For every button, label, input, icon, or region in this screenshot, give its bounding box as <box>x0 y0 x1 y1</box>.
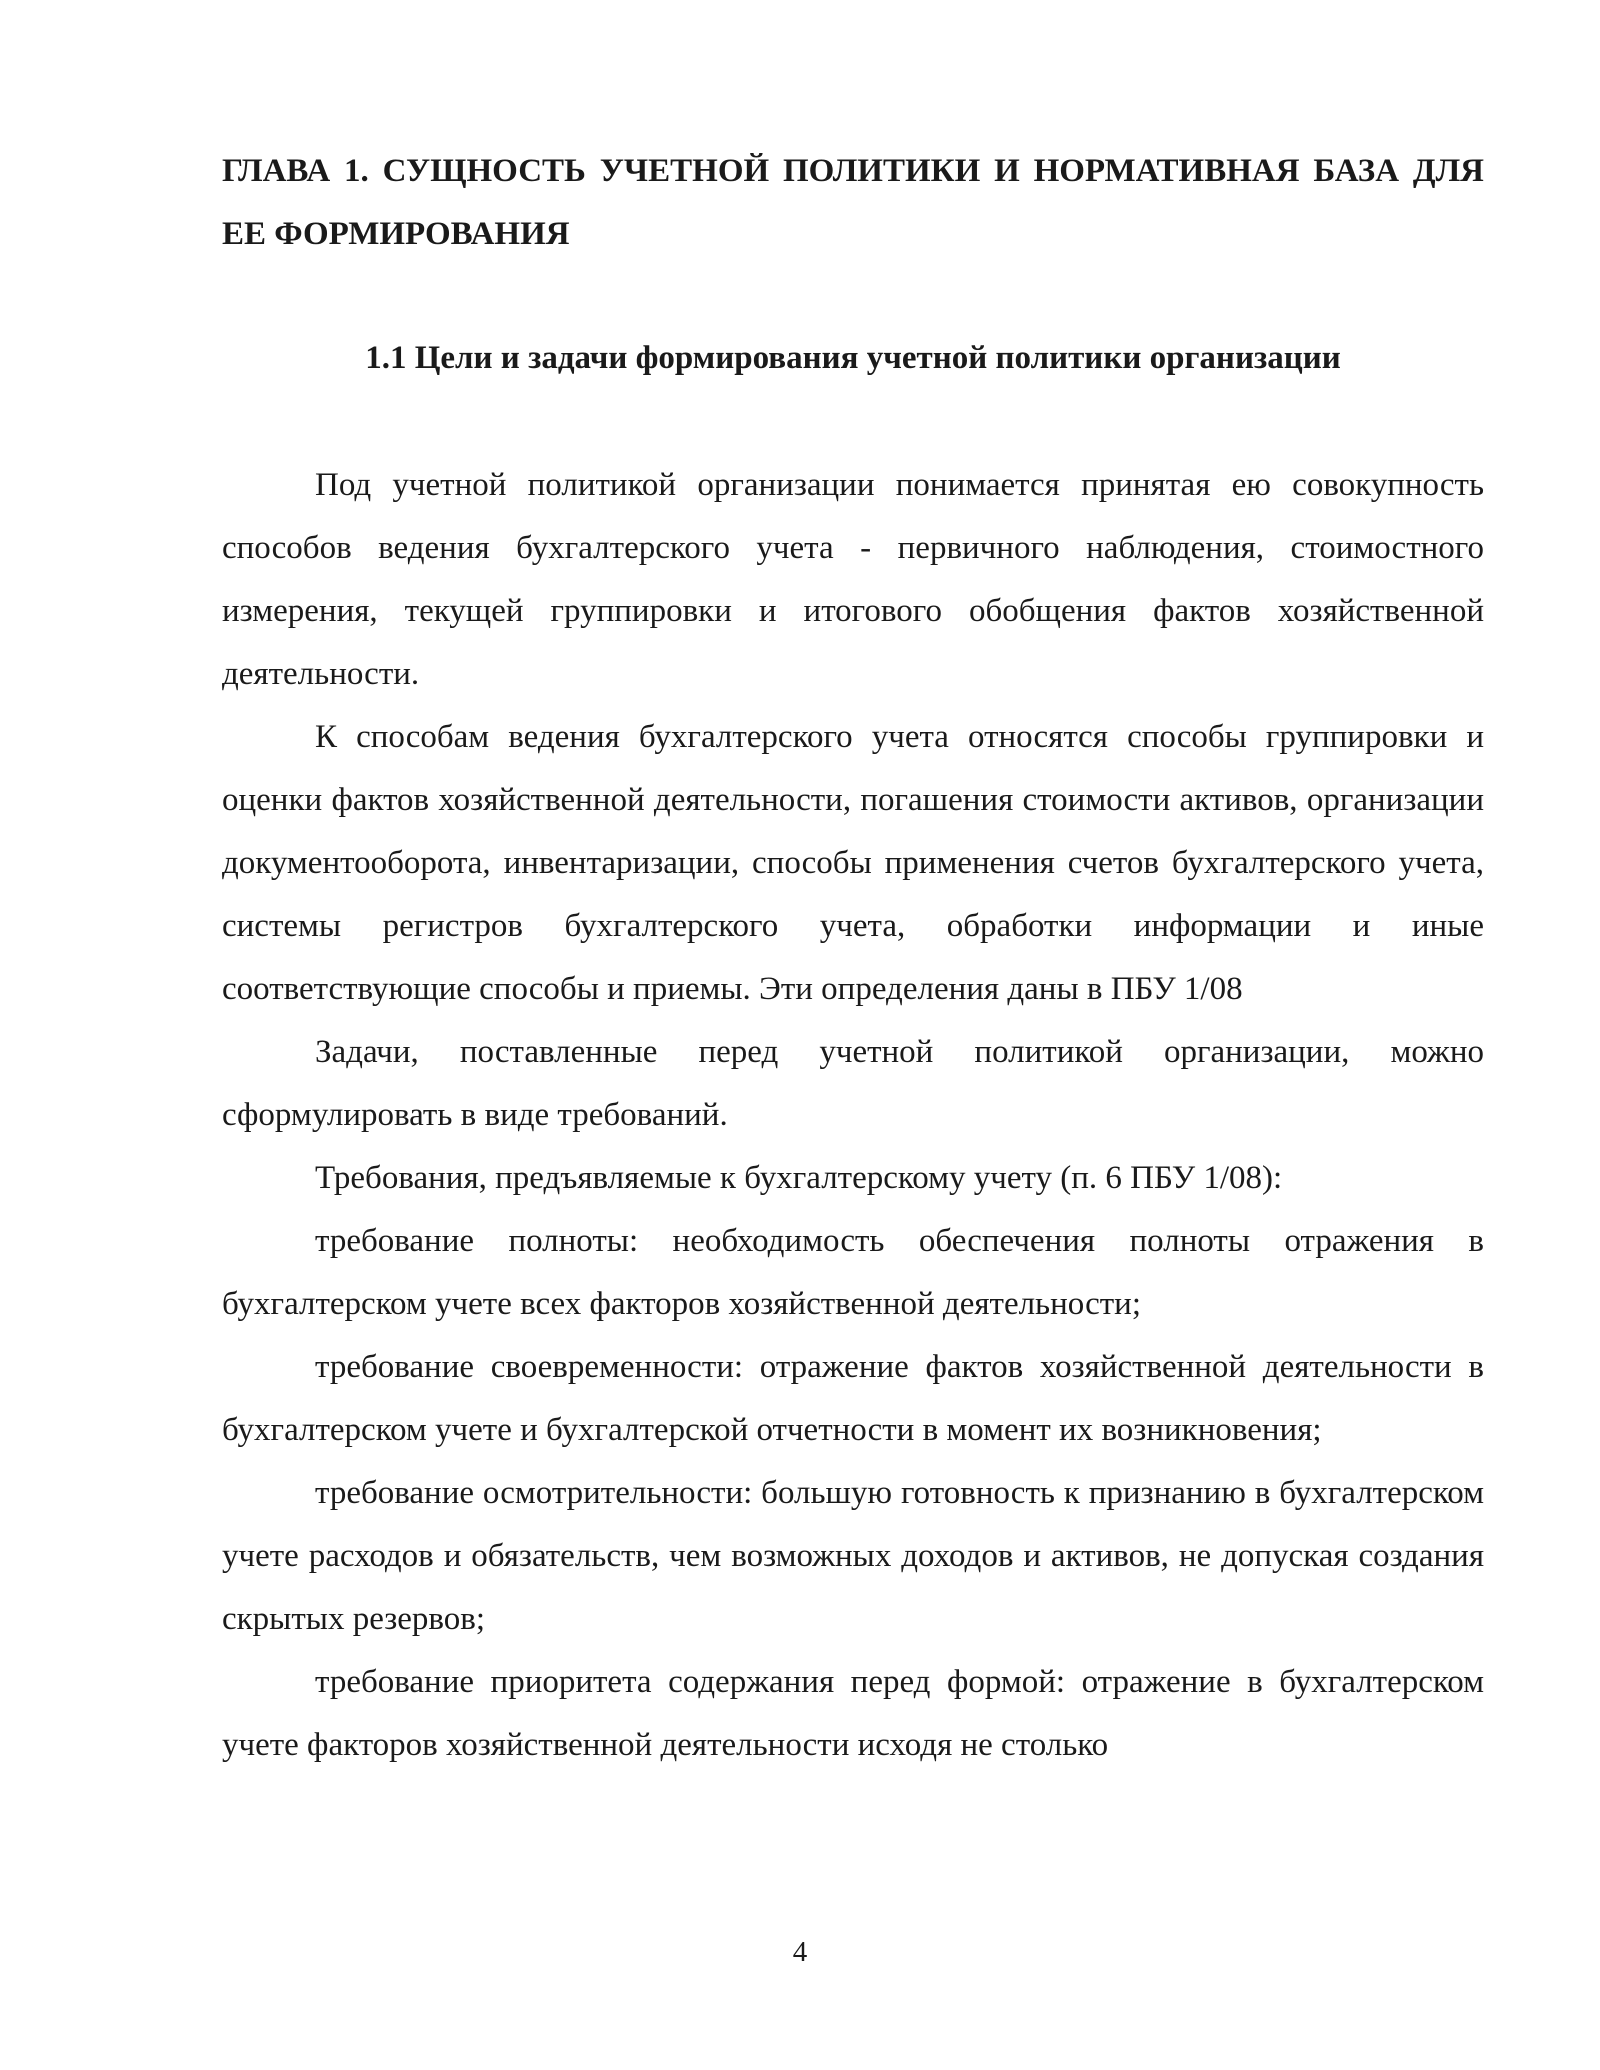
paragraph-timeliness: требование своевременности: отражение фактов хозяйственной деятельности в бухгалтерском учете и бухгалтерской отчетности в момент их возникновения; <box>222 1349 1484 1448</box>
section-title: 1.1 Цели и задачи формирования учетной политики организации <box>365 340 1341 376</box>
paragraph-definition: Под учетной политикой организации понимается принятая ею совокупность способов ведения бухгалтерского учета - первичного наблюдения, стоимостного измерения, текущей группировки и итогового обобщения фактов хозяйственной деятельности. <box>222 467 1484 692</box>
paragraph-methods: К способам ведения бухгалтерского учета относятся способы группировки и оценки фактов хозяйственной деятельности, погашения стоимости активов, организации документооборота, инвентаризации, способы применения счетов бухгалтерского учета, системы регистров бухгалтерского учета, обработки информации и иные соответствующие способы и приемы. Эти определения даны в ПБУ 1/08 <box>222 719 1484 1007</box>
paragraph-substance-over-form: требование приоритета содержания перед формой: отражение в бухгалтерском учете факторов хозяйственной деятельности исходя не столько <box>222 1664 1484 1763</box>
page-content <box>222 140 1484 1777</box>
paragraph-completeness: требование полноты: необходимость обеспечения полноты отражения в бухгалтерском учете всех факторов хозяйственной деятельности; <box>222 1223 1484 1322</box>
page-number: 4 <box>792 1936 808 1968</box>
paragraph-prudence: требование осмотрительности: большую готовность к признанию в бухгалтерском учете расходов и обязательств, чем возможных доходов и активов, не допуская создания скрытых резервов; <box>222 1475 1484 1637</box>
paragraph-requirements-intro: Требования, предъявляемые к бухгалтерскому учету (п. 6 ПБУ 1/08): <box>315 1160 1283 1196</box>
paragraph-tasks: Задачи, поставленные перед учетной политикой организации, можно сформулировать в виде требований. <box>222 1034 1484 1133</box>
chapter-title: ГЛАВА 1. СУЩНОСТЬ УЧЕТНОЙ ПОЛИТИКИ И НОРМАТИВНАЯ БАЗА ДЛЯ ЕЕ ФОРМИРОВАНИЯ <box>222 153 1484 252</box>
body-text <box>222 454 1484 1777</box>
